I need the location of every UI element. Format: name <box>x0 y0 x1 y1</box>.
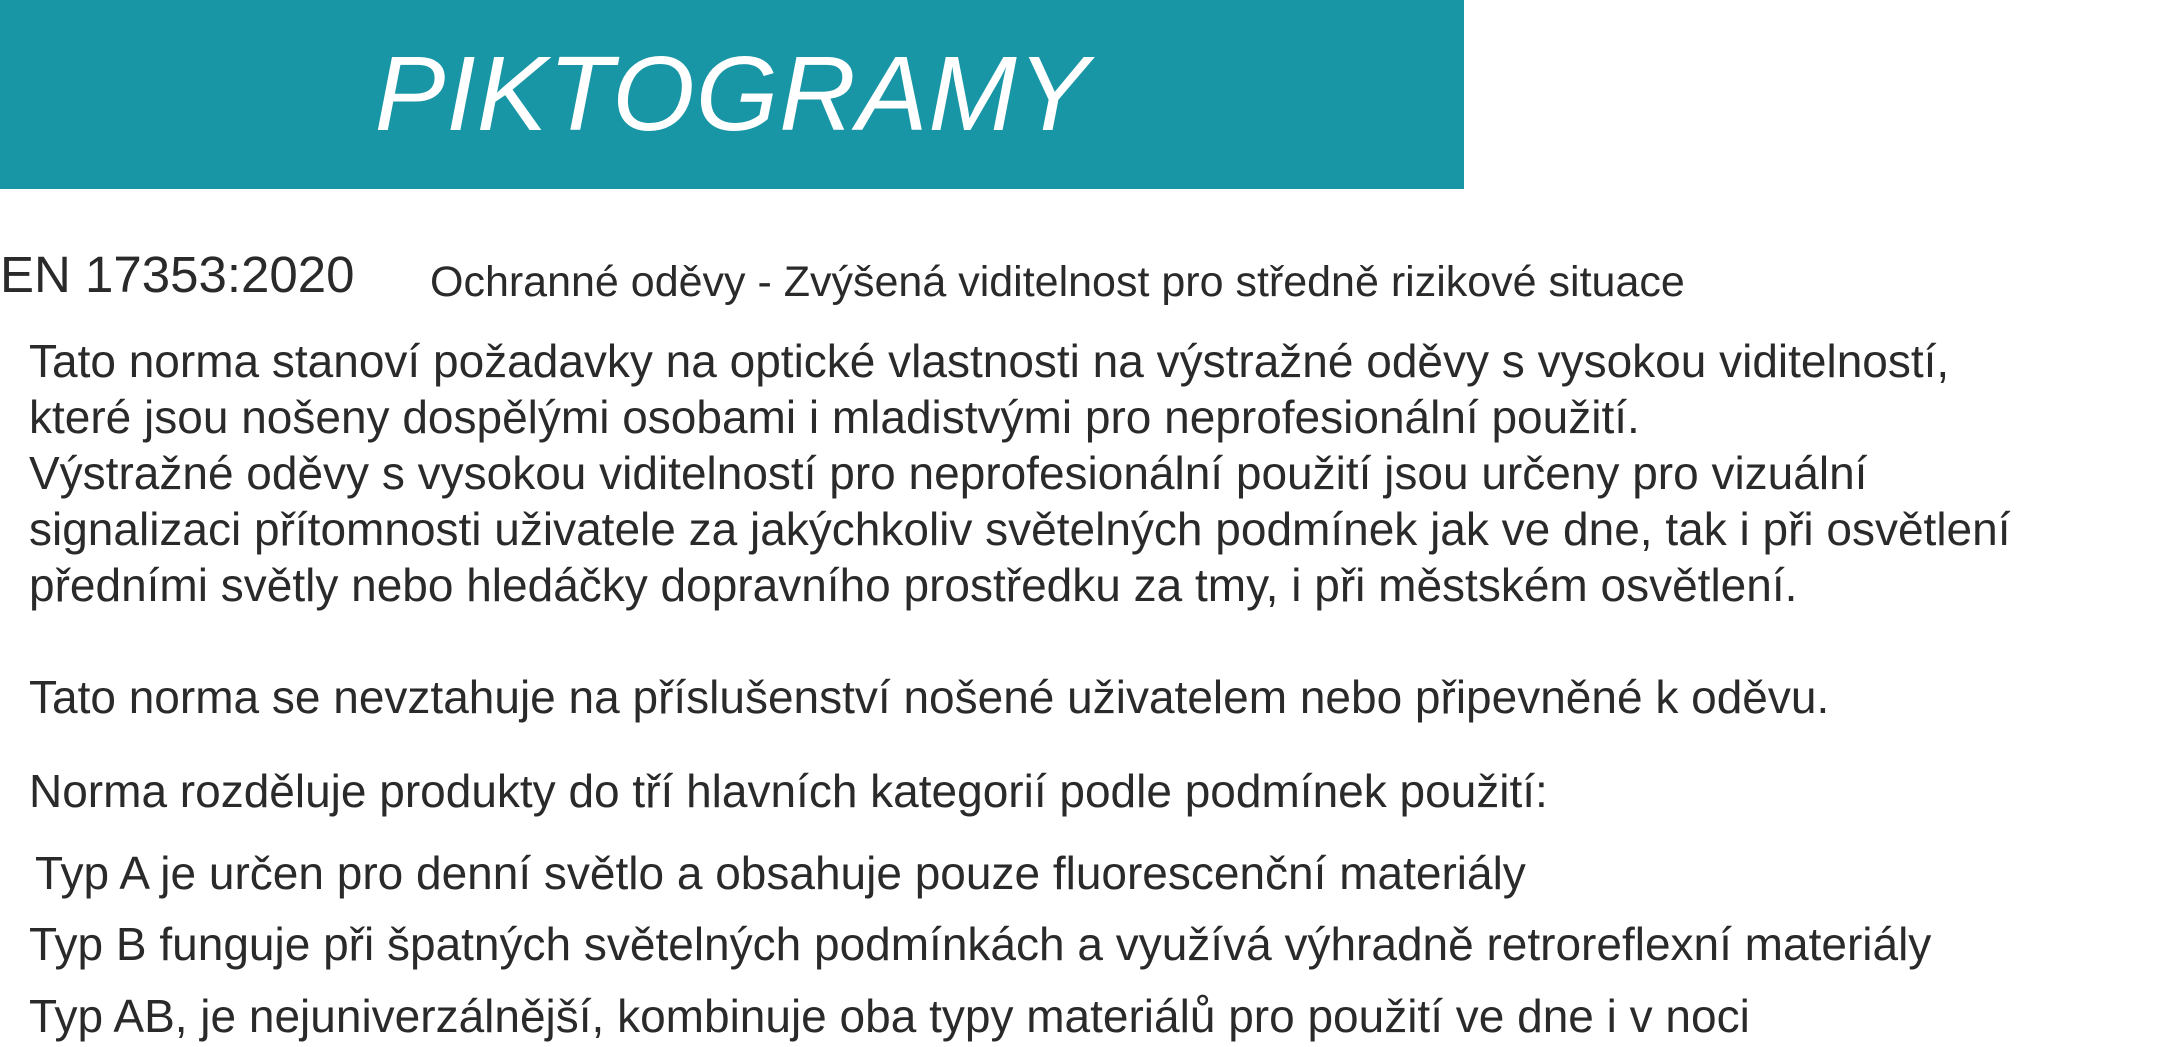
type-a-item: Typ A je určen pro denní světlo a obsahuje pouze fluorescenční materiály <box>35 847 1526 899</box>
categories-intro: Norma rozděluje produkty do tří hlavních kategorií podle podmínek použití: <box>29 765 1548 817</box>
description-line: Výstražné oděvy s vysokou viditelností pro neprofesionální použití jsou určeny pro vizuální <box>29 447 1868 499</box>
norm-code: EN 17353:2020 <box>0 246 355 303</box>
page-title: PIKTOGRAMY <box>374 35 1090 153</box>
description-paragraph <box>29 333 2011 613</box>
type-ab-item: Typ AB, je nejuniverzálnější, kombinuje oba typy materiálů pro použití ve dne i v noci <box>29 990 1750 1042</box>
description-line: které jsou nošeny dospělými osobami i mladistvými pro neprofesionální použití. <box>29 391 1640 443</box>
description-line: signalizaci přítomnosti uživatele za jakýchkoliv světelných podmínek jak ve dne, tak i při osvětlení <box>29 503 2011 555</box>
description-line: předními světly nebo hledáčky dopravního prostředku za tmy, i při městském osvětlení. <box>29 559 1798 611</box>
description-line: Tato norma stanoví požadavky na optické vlastnosti na výstražné oděvy s vysokou viditelností, <box>29 335 1950 387</box>
norm-name: Ochranné oděvy - Zvýšená viditelnost pro středně rizikové situace <box>430 258 1685 306</box>
type-b-item: Typ B funguje při špatných světelných podmínkách a využívá výhradně retroreflexní materiály <box>29 918 1932 970</box>
scope-paragraph: Tato norma se nevztahuje na příslušenství nošené uživatelem nebo připevněné k oděvu. <box>29 671 1830 723</box>
